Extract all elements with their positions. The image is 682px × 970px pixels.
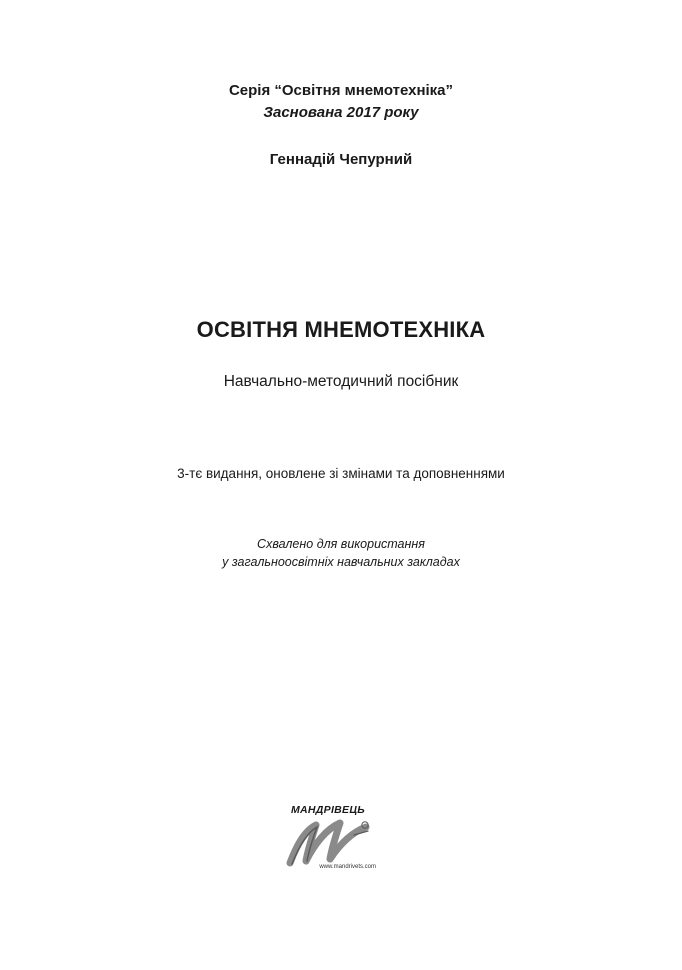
series-title: Серія “Освітня мнемотехніка” (228, 82, 454, 99)
publisher-website: www.mandrivets.com (319, 864, 376, 870)
book-title: ОСВІТНЯ МНЕМОТЕХНІКА (196, 317, 486, 342)
author-name: Геннадій Чепурний (269, 151, 413, 168)
edition-note: 3-тє видання, оновлене зі змінами та доповненнями (177, 466, 505, 481)
publisher-name: МАНДРІВЕЦЬ (290, 804, 366, 816)
series-founded-year: Заснована 2017 року (263, 104, 419, 121)
approval-note (0, 535, 682, 571)
publisher-logo-m-icon (286, 817, 372, 867)
approval-line-1: Схвалено для використання (257, 537, 425, 551)
approval-line-2: у загальноосвітніх навчальних закладах (222, 555, 460, 569)
book-subtitle: Навчально-методичний посібник (223, 373, 459, 390)
publisher-logo (280, 804, 376, 876)
